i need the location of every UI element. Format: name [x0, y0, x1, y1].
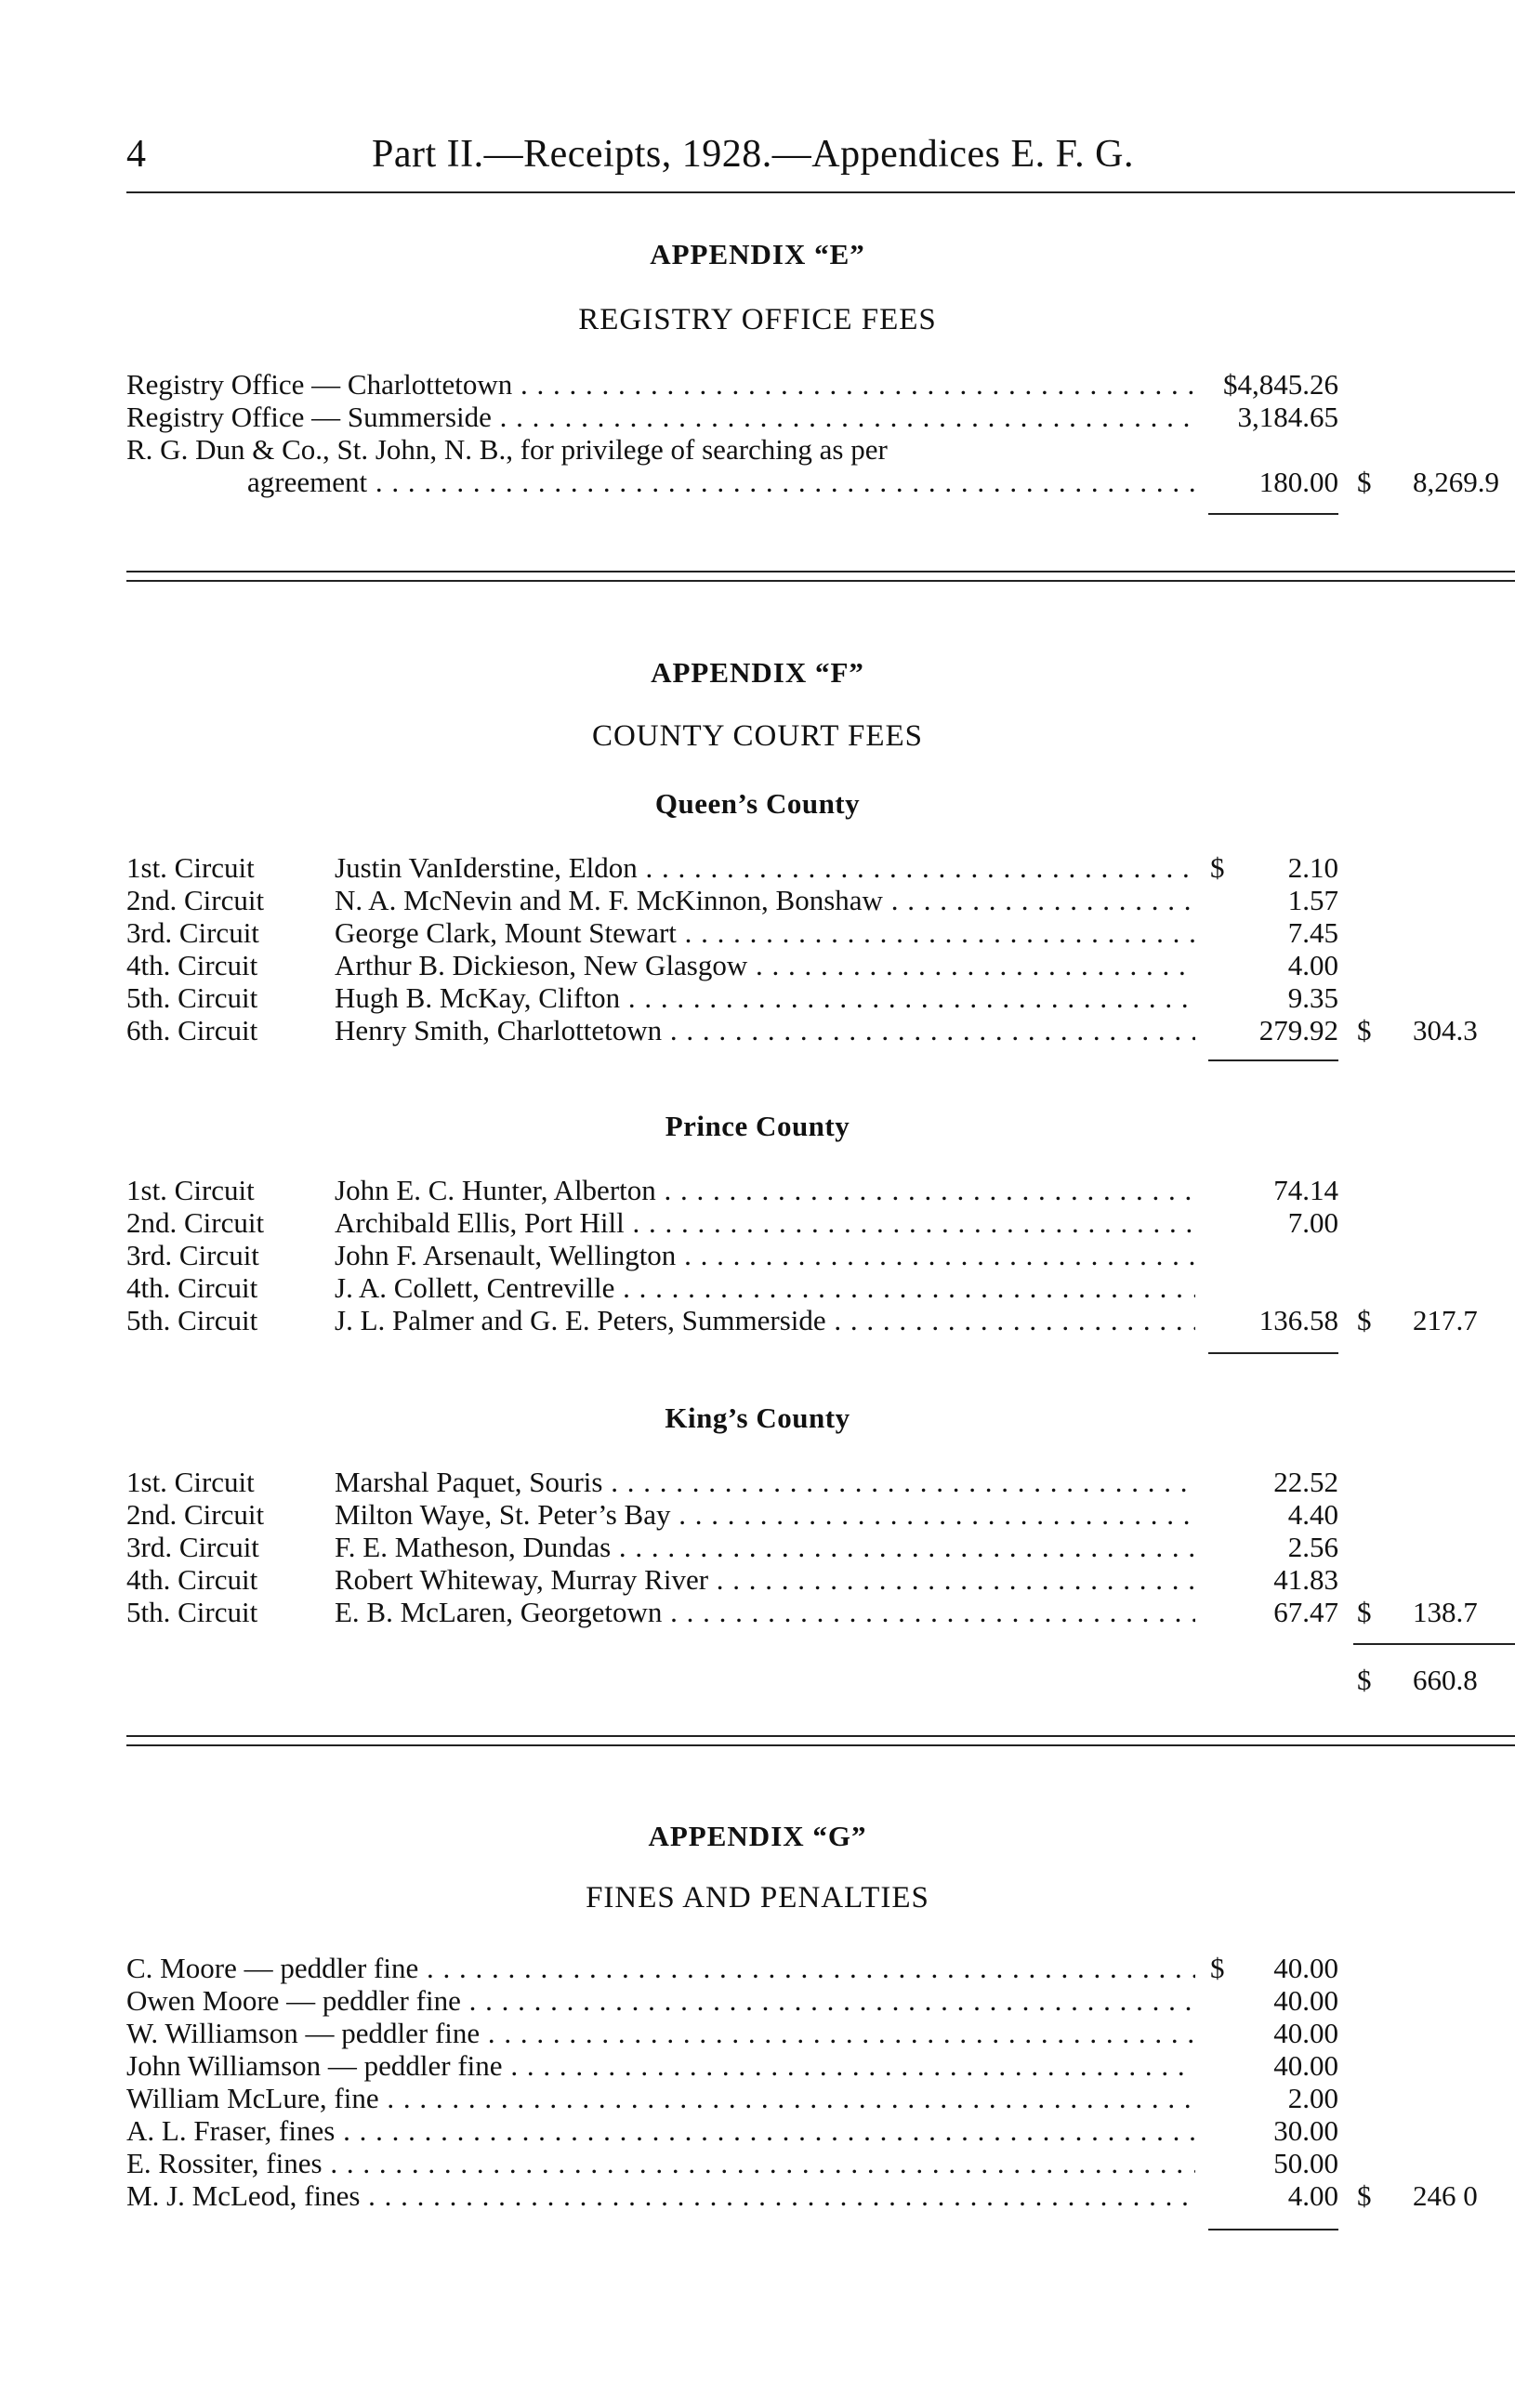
- circuit-label: 1st. Circuit: [126, 1466, 255, 1498]
- appendix-f-grand-total: 660.8: [1413, 1664, 1478, 1696]
- circuit-row: [0, 1466, 1515, 1499]
- total-underline: [1208, 1352, 1338, 1354]
- appendix-f-heading: APPENDIX “F”: [651, 656, 864, 689]
- circuit-row: [0, 981, 1515, 1015]
- circuit-amount: 4.40: [1287, 1498, 1338, 1531]
- fine-amount: 40.00: [1273, 2017, 1338, 2049]
- circuit-row: [0, 1531, 1515, 1564]
- appendix-e-item: [0, 433, 1515, 467]
- fine-row: [0, 1952, 1515, 1985]
- section-divider: [126, 571, 1515, 582]
- dollar-sign: $: [1210, 1952, 1225, 1984]
- fine-label: William McLure, fine . . .: [126, 2082, 1195, 2115]
- circuit-row: [0, 1174, 1515, 1207]
- fine-amount: 50.00: [1273, 2147, 1338, 2179]
- page-title: Part II.—Receipts, 1928.—Appendices E. F. G.: [372, 133, 1134, 176]
- circuit-label: 5th. Circuit: [126, 1596, 258, 1628]
- circuit-amount: 41.83: [1273, 1563, 1338, 1596]
- circuit-label: 6th. Circuit: [126, 1014, 258, 1046]
- circuit-row: [0, 1596, 1515, 1629]
- circuit-amount: 7.00: [1287, 1206, 1338, 1239]
- county-heading-kings: King’s County: [665, 1401, 850, 1434]
- dollar-sign: $: [1210, 851, 1225, 884]
- fine-row: [0, 2082, 1515, 2115]
- circuit-label: 4th. Circuit: [126, 1271, 258, 1304]
- circuit-row: [0, 1239, 1515, 1272]
- circuit-amount: 279.92: [1258, 1014, 1338, 1046]
- appendix-e-item: [0, 368, 1515, 401]
- circuit-name: John E. C. Hunter, Alberton . . .: [335, 1174, 1195, 1207]
- fine-row: [0, 2114, 1515, 2148]
- item-label: Registry Office — Summerside . . .: [126, 401, 1195, 434]
- circuit-name: John F. Arsenault, Wellington . . .: [335, 1239, 1195, 1272]
- fine-label: A. L. Fraser, fines . . .: [126, 2114, 1195, 2148]
- circuit-amount: 67.47: [1273, 1596, 1338, 1628]
- fine-row: [0, 1984, 1515, 2018]
- appendix-e-subheading: REGISTRY OFFICE FEES: [578, 303, 937, 336]
- circuit-name: Marshal Paquet, Souris . . .: [335, 1466, 1195, 1499]
- county-heading-queens: Queen’s County: [654, 787, 861, 820]
- fine-amount: 2.00: [1287, 2082, 1338, 2114]
- circuit-label: 4th. Circuit: [126, 949, 258, 981]
- item-label: R. G. Dun & Co., St. John, N. B., for privilege of searching as per: [126, 433, 888, 466]
- circuit-name: Robert Whiteway, Murray River . . .: [335, 1563, 1195, 1597]
- circuit-row: [0, 1563, 1515, 1597]
- fine-label: E. Rossiter, fines . . .: [126, 2147, 1195, 2180]
- circuit-amount: 7.45: [1287, 916, 1338, 949]
- item-label: agreement . . .: [247, 466, 1195, 499]
- appendix-g-subheading: FINES AND PENALTIES: [586, 1881, 929, 1915]
- circuit-label: 3rd. Circuit: [126, 916, 259, 949]
- circuit-amount: 136.58: [1258, 1304, 1338, 1336]
- appendix-e-heading: APPENDIX “E”: [650, 238, 865, 270]
- fine-amount: 40.00: [1273, 1952, 1338, 1984]
- appendix-f-subheading: COUNTY COURT FEES: [591, 719, 924, 753]
- fine-row: [0, 2147, 1515, 2180]
- circuit-amount: 74.14: [1273, 1174, 1338, 1206]
- total-dollar-sign: $: [1357, 1596, 1372, 1628]
- fine-label: Owen Moore — peddler fine . . .: [126, 1984, 1195, 2018]
- circuit-name: N. A. McNevin and M. F. McKinnon, Bonshaw . . .: [335, 884, 1195, 917]
- page-number: 4: [126, 133, 146, 176]
- circuit-row: [0, 1206, 1515, 1240]
- circuit-row: [0, 1498, 1515, 1532]
- circuit-amount: 2.10: [1287, 851, 1338, 884]
- circuit-name: Archibald Ellis, Port Hill . . .: [335, 1206, 1195, 1240]
- circuit-label: 5th. Circuit: [126, 1304, 258, 1336]
- circuit-name: Justin VanIderstine, Eldon . . .: [335, 851, 1195, 885]
- fine-label: M. J. McLeod, fines . . .: [126, 2179, 1195, 2213]
- circuit-amount: 22.52: [1273, 1466, 1338, 1498]
- fine-amount: 30.00: [1273, 2114, 1338, 2147]
- fine-amount: 4.00: [1287, 2179, 1338, 2212]
- circuit-label: 4th. Circuit: [126, 1563, 258, 1596]
- fine-amount: 40.00: [1273, 1984, 1338, 2017]
- appendix-g-total: 246 0: [1413, 2179, 1478, 2212]
- circuit-amount: 4.00: [1287, 949, 1338, 981]
- total-underline: [1208, 513, 1338, 515]
- circuit-row: [0, 1014, 1515, 1047]
- total-dollar-sign: $: [1357, 1014, 1372, 1046]
- circuit-label: 5th. Circuit: [126, 981, 258, 1014]
- appendix-g-heading: APPENDIX “G”: [648, 1820, 867, 1852]
- county-total-prince: 217.7: [1413, 1304, 1478, 1336]
- circuit-label: 3rd. Circuit: [126, 1239, 259, 1271]
- circuit-name: E. B. McLaren, Georgetown . . .: [335, 1596, 1195, 1629]
- circuit-label: 3rd. Circuit: [126, 1531, 259, 1563]
- circuit-amount: 9.35: [1287, 981, 1338, 1014]
- item-amount: $4,845.26: [1223, 368, 1338, 401]
- fine-label: C. Moore — peddler fine . . .: [126, 1952, 1195, 1985]
- fine-label: W. Williamson — peddler fine . . .: [126, 2017, 1195, 2050]
- circuit-name: F. E. Matheson, Dundas . . .: [335, 1531, 1195, 1564]
- county-total-queens: 304.3: [1413, 1014, 1478, 1046]
- item-amount: 180.00: [1258, 466, 1338, 498]
- circuit-name: Arthur B. Dickieson, New Glasgow . . .: [335, 949, 1195, 982]
- header-rule: [126, 191, 1515, 193]
- appendix-e-total: 8,269.9: [1413, 466, 1499, 498]
- total-dollar-sign: $: [1357, 2179, 1372, 2212]
- circuit-name: George Clark, Mount Stewart . . .: [335, 916, 1195, 950]
- fine-row: [0, 2049, 1515, 2083]
- circuit-row: [0, 851, 1515, 885]
- total-dollar-sign: $: [1357, 1304, 1372, 1336]
- fine-row: [0, 2017, 1515, 2050]
- county-total-kings: 138.7: [1413, 1596, 1478, 1628]
- total-dollar-sign: $: [1357, 466, 1372, 498]
- item-label: Registry Office — Charlottetown . . .: [126, 368, 1195, 401]
- grand-total-dollar-sign: $: [1357, 1664, 1372, 1696]
- grand-total-underline: [1353, 1643, 1515, 1645]
- circuit-row: [0, 949, 1515, 982]
- circuit-label: 2nd. Circuit: [126, 884, 265, 916]
- total-underline: [1208, 2229, 1338, 2230]
- circuit-label: 2nd. Circuit: [126, 1206, 265, 1239]
- fine-amount: 40.00: [1273, 2049, 1338, 2082]
- circuit-row: [0, 916, 1515, 950]
- appendix-e-item: [0, 466, 1515, 499]
- circuit-label: 1st. Circuit: [126, 851, 255, 884]
- circuit-label: 1st. Circuit: [126, 1174, 255, 1206]
- total-underline: [1208, 1059, 1338, 1061]
- county-heading-prince: Prince County: [665, 1110, 850, 1142]
- circuit-name: Henry Smith, Charlottetown . . .: [335, 1014, 1195, 1047]
- circuit-label: 2nd. Circuit: [126, 1498, 265, 1531]
- circuit-name: Milton Waye, St. Peter’s Bay . . .: [335, 1498, 1195, 1532]
- circuit-name: Hugh B. McKay, Clifton . . .: [335, 981, 1195, 1015]
- circuit-row: [0, 1271, 1515, 1305]
- circuit-amount: 2.56: [1287, 1531, 1338, 1563]
- grand-total-row: [0, 1664, 1515, 1697]
- circuit-name: J. A. Collett, Centreville . . .: [335, 1271, 1195, 1305]
- circuit-name: J. L. Palmer and G. E. Peters, Summerside . . .: [335, 1304, 1195, 1337]
- appendix-e-item: [0, 401, 1515, 434]
- circuit-row: [0, 1304, 1515, 1337]
- section-divider: [126, 1735, 1515, 1746]
- fine-label: John Williamson — peddler fine . . .: [126, 2049, 1195, 2083]
- item-amount: 3,184.65: [1237, 401, 1338, 433]
- fine-row: [0, 2179, 1515, 2213]
- circuit-row: [0, 884, 1515, 917]
- circuit-amount: 1.57: [1287, 884, 1338, 916]
